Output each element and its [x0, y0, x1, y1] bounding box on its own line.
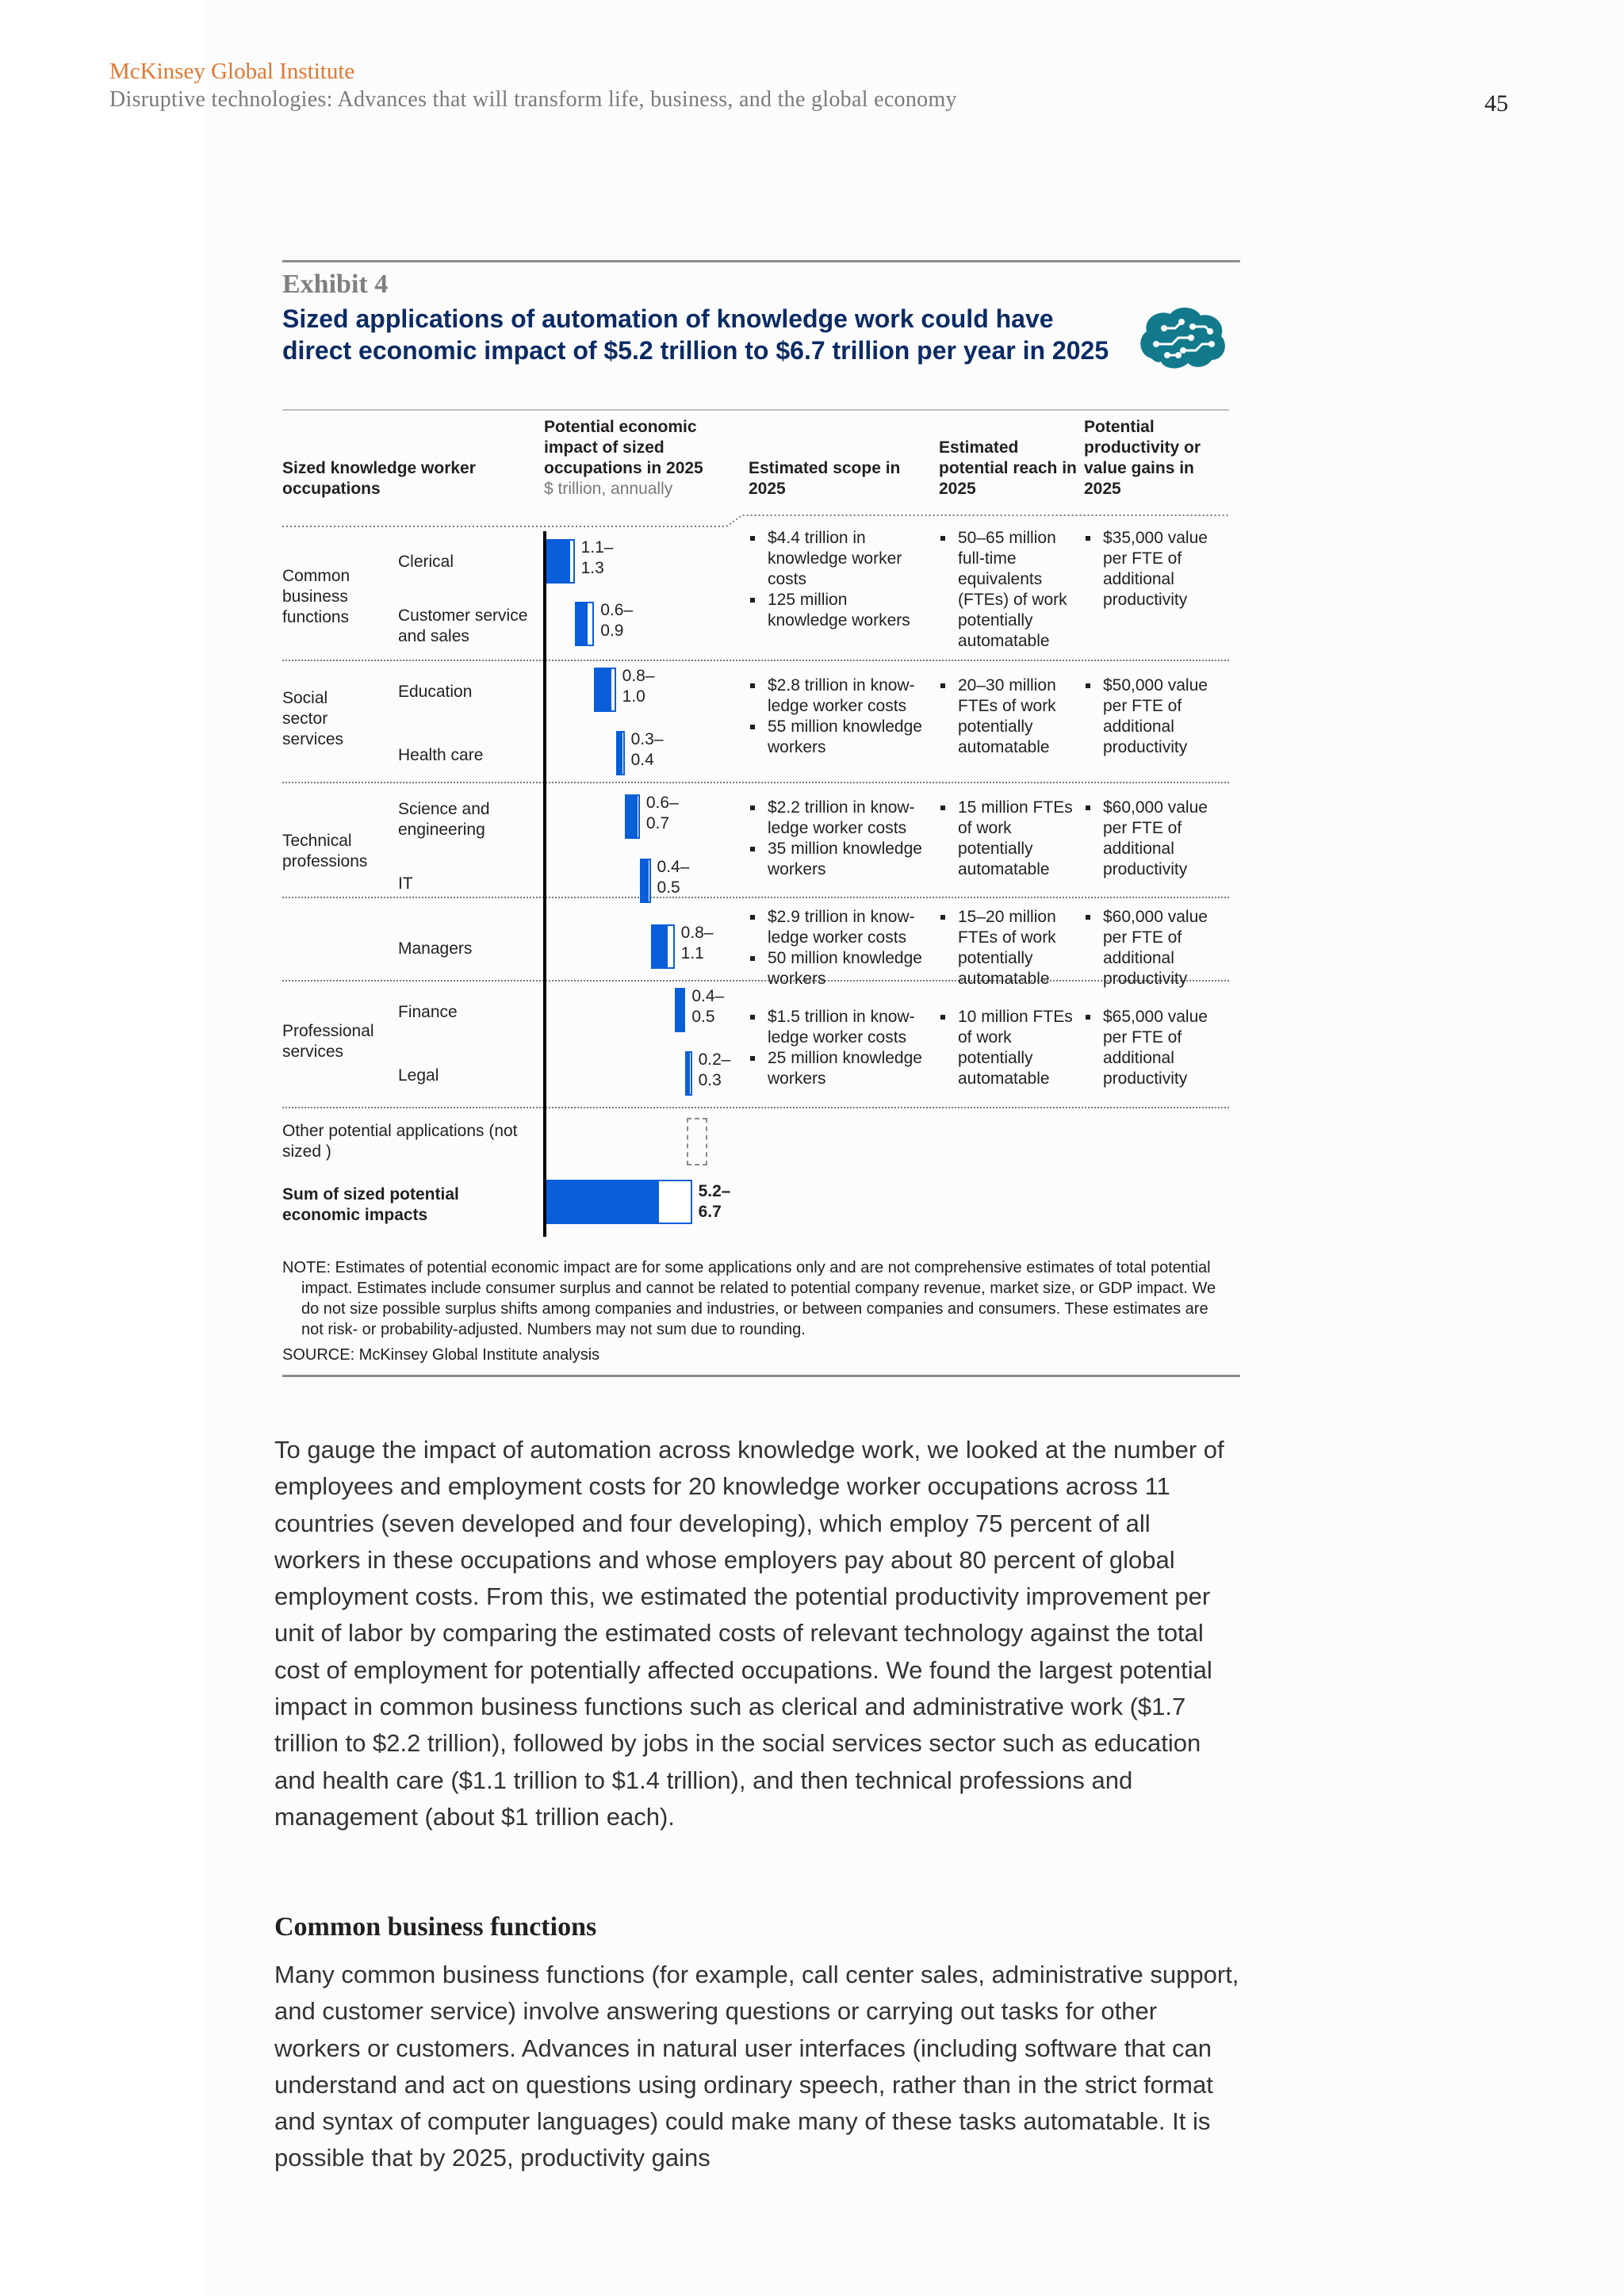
reach-cell-professional — [939, 1007, 1082, 1089]
gains-bullet: $60,000 value per FTE of additional productivity — [1084, 798, 1227, 880]
bar-value-label: 0.3– 0.4 — [630, 730, 664, 769]
sum-label: Sum of sized potential economic impacts — [282, 1185, 459, 1224]
gains-cell-common-business — [1084, 528, 1227, 610]
occupation-label-it: IT — [398, 874, 413, 893]
reach-cell-managers — [939, 907, 1082, 989]
gains-bullet: $50,000 value per FTE of additional productivity — [1084, 675, 1227, 758]
exhibit-note: NOTE: Estimates of potential economic impact are for some applications only and are not comprehensive estimates of total potential impact. Estimates include consumer surplus and cannot be related to potential company revenue, market size, or GDP impact. We do not size possible surplus shifts among companies and industries, or between companies and consumers. These estimates are not risk- or probability-adjusted. Numbers may not sum due to rounding. — [282, 1259, 1216, 1338]
bar-value-label: 0.4– 0.5 — [657, 858, 690, 897]
occupation-label-education: Education — [398, 683, 473, 701]
scope-bullet: 50 million knowledge workers — [749, 948, 931, 989]
gains-bullet: $60,000 value per FTE of additional productivity — [1084, 907, 1227, 989]
reach-bullet: 15–20 million FTEs of work potentially automatable — [939, 907, 1082, 989]
occupation-label-finance: Finance — [398, 1003, 458, 1021]
exhibit-top-rule — [282, 260, 1240, 262]
scope-bullet: 125 million knowledge workers — [749, 590, 931, 631]
scope-bullet: $1.5 trillion in know-ledge worker costs — [749, 1007, 931, 1048]
bar-value-label: 0.8– 1.0 — [622, 667, 655, 706]
bar-value-label: 0.8– 1.1 — [680, 924, 714, 962]
running-header-report-title: Disruptive technologies: Advances that will transform life, business, and the global economy — [109, 87, 957, 112]
gains-cell-professional — [1084, 1007, 1227, 1089]
scope-bullet: 55 million knowledge workers — [749, 717, 931, 758]
bar-range-low — [685, 1051, 689, 1096]
sum-value-label: 5.2– 6.7 — [698, 1182, 731, 1221]
bar-value-label: 0.4– 0.5 — [691, 987, 725, 1026]
group-label-social-sector-services: Social sector services — [282, 689, 344, 748]
group-separator — [282, 1107, 1229, 1108]
scope-bullet: 25 million knowledge workers — [749, 1048, 931, 1089]
reach-cell-common-business — [939, 528, 1082, 652]
occupation-label-science-engineering: Science and engineering — [398, 800, 490, 839]
column-header-impact — [544, 417, 734, 499]
reach-bullet: 10 million FTEs of work potentially automatable — [939, 1007, 1082, 1089]
column-header-gains: Potential productivity or value gains in 2025 — [1084, 418, 1201, 498]
gains-cell-social-sector — [1084, 675, 1227, 758]
group-separator — [282, 660, 1229, 661]
bar-value-label: 1.1– 1.3 — [580, 538, 614, 577]
reach-cell-social-sector — [939, 675, 1082, 758]
occupation-label-customer-service: Customer service and sales — [398, 607, 528, 645]
scope-cell-managers — [749, 907, 931, 989]
section-heading: Common business functions — [274, 1912, 597, 1942]
scope-bullet: $2.2 trillion in know-ledge worker costs — [749, 798, 931, 839]
column-header-impact-title: Potential economic impact of sized occupations in 2025 — [544, 418, 703, 477]
exhibit-bottom-rule — [282, 1375, 1240, 1377]
bar-range-low — [546, 539, 570, 584]
column-header-scope: Estimated scope in 2025 — [749, 459, 901, 498]
group-separator — [282, 782, 1229, 783]
reach-bullet: 15 million FTEs of work potentially automatable — [939, 798, 1082, 880]
exhibit-title: Sized applications of automation of knowledge work could have direct economic impact of $5.2 trillion to $6.7 trillion per year in 2025 — [282, 304, 1109, 365]
page-number: 45 — [1484, 90, 1508, 117]
column-header-reach: Estimated potential reach in 2025 — [939, 438, 1077, 498]
scope-cell-technical — [749, 798, 931, 880]
other-applications-placeholder-bar — [687, 1118, 707, 1165]
scope-bullet: $2.9 trillion in know-ledge worker costs — [749, 907, 931, 948]
bar-range-low — [640, 859, 649, 903]
group-label-professional-services: Professional services — [282, 1022, 374, 1061]
chart-axis — [543, 531, 546, 1237]
scope-bullet: $2.8 trillion in know-ledge worker costs — [749, 675, 931, 717]
bar-range-low — [625, 794, 638, 839]
scope-bullet: $4.4 trillion in knowledge worker costs — [749, 528, 931, 590]
scope-cell-professional — [749, 1007, 931, 1089]
sum-bar-low — [546, 1180, 659, 1224]
occupation-label-managers: Managers — [398, 939, 473, 958]
reach-bullet: 50–65 million full-time equivalents (FTEs) of work potentially automatable — [939, 528, 1082, 652]
group-label-common-business-functions: Common business functions — [282, 567, 350, 626]
exhibit-label: Exhibit 4 — [282, 270, 389, 299]
reach-cell-technical — [939, 798, 1082, 880]
scope-cell-social-sector — [749, 675, 931, 758]
body-paragraph-2: Many common business functions (for example, call center sales, administrative support, and customer service) involve answering questions or carrying out tasks for other workers or customers. Advances in natural user interfaces (including software that can understand and act on questions using ordinary speech, rather than in the strict format and syntax of computer languages) could make many of these tasks automatable. It is possible that by 2025, productivity gains — [274, 1961, 1239, 2172]
gains-cell-technical — [1084, 798, 1227, 880]
occupation-label-clerical: Clerical — [398, 553, 454, 571]
other-applications-label: Other potential applications (not sized ) — [282, 1122, 518, 1161]
bar-range-low — [594, 668, 611, 712]
bar-range-low — [575, 602, 588, 646]
exhibit-notes — [282, 1257, 1231, 1365]
header-rule — [282, 409, 1229, 411]
gains-cell-managers — [1084, 907, 1227, 989]
column-header-occupations: Sized knowledge worker occupations — [282, 459, 476, 498]
bar-range-low — [616, 731, 622, 775]
bar-value-label: 0.2– 0.3 — [698, 1050, 731, 1089]
reach-bullet: 20–30 million FTEs of work potentially automatable — [939, 675, 1082, 758]
body-paragraph-1: To gauge the impact of automation across knowledge work, we looked at the number of employees and employment costs for 20 knowledge worker occupations across 11 countries (seven developed and four developing), which employ 75 percent of all workers in these occupations and whose employers pay about 80 percent of global employment costs. From this, we estimated the potential productivity improvement per unit of labor by comparing the estimated costs of relevant technology against the total cost of employment for potentially affected occupations. We found the largest potential impact in common business functions such as clerical and administrative work ($1.7 trillion to $2.2 trillion), followed by jobs in the social services sector such as education and health care ($1.1 trillion to $1.4 trillion), and then technical professions and management (about $1 trillion each). — [274, 1436, 1224, 1831]
scope-bullet: 35 million knowledge workers — [749, 839, 931, 880]
gains-bullet: $65,000 value per FTE of additional productivity — [1084, 1007, 1227, 1089]
gains-bullet: $35,000 value per FTE of additional productivity — [1084, 528, 1227, 610]
column-header-impact-unit: $ trillion, annually — [544, 480, 673, 498]
bar-range-low — [651, 924, 668, 969]
exhibit-source: SOURCE: McKinsey Global Institute analysis — [282, 1346, 600, 1364]
group-separator — [282, 897, 1229, 898]
group-label-technical-professions: Technical professions — [282, 832, 368, 871]
bar-value-label: 0.6– 0.7 — [645, 794, 679, 832]
brain-circuit-icon — [1136, 303, 1229, 379]
occupation-label-legal: Legal — [398, 1066, 439, 1085]
scope-cell-common-business — [749, 528, 931, 631]
bar-value-label: 0.6– 0.9 — [600, 601, 634, 640]
occupation-label-health-care: Health care — [398, 746, 484, 764]
bar-range-low — [675, 988, 684, 1032]
running-header-institute: McKinsey Global Institute — [109, 59, 355, 84]
